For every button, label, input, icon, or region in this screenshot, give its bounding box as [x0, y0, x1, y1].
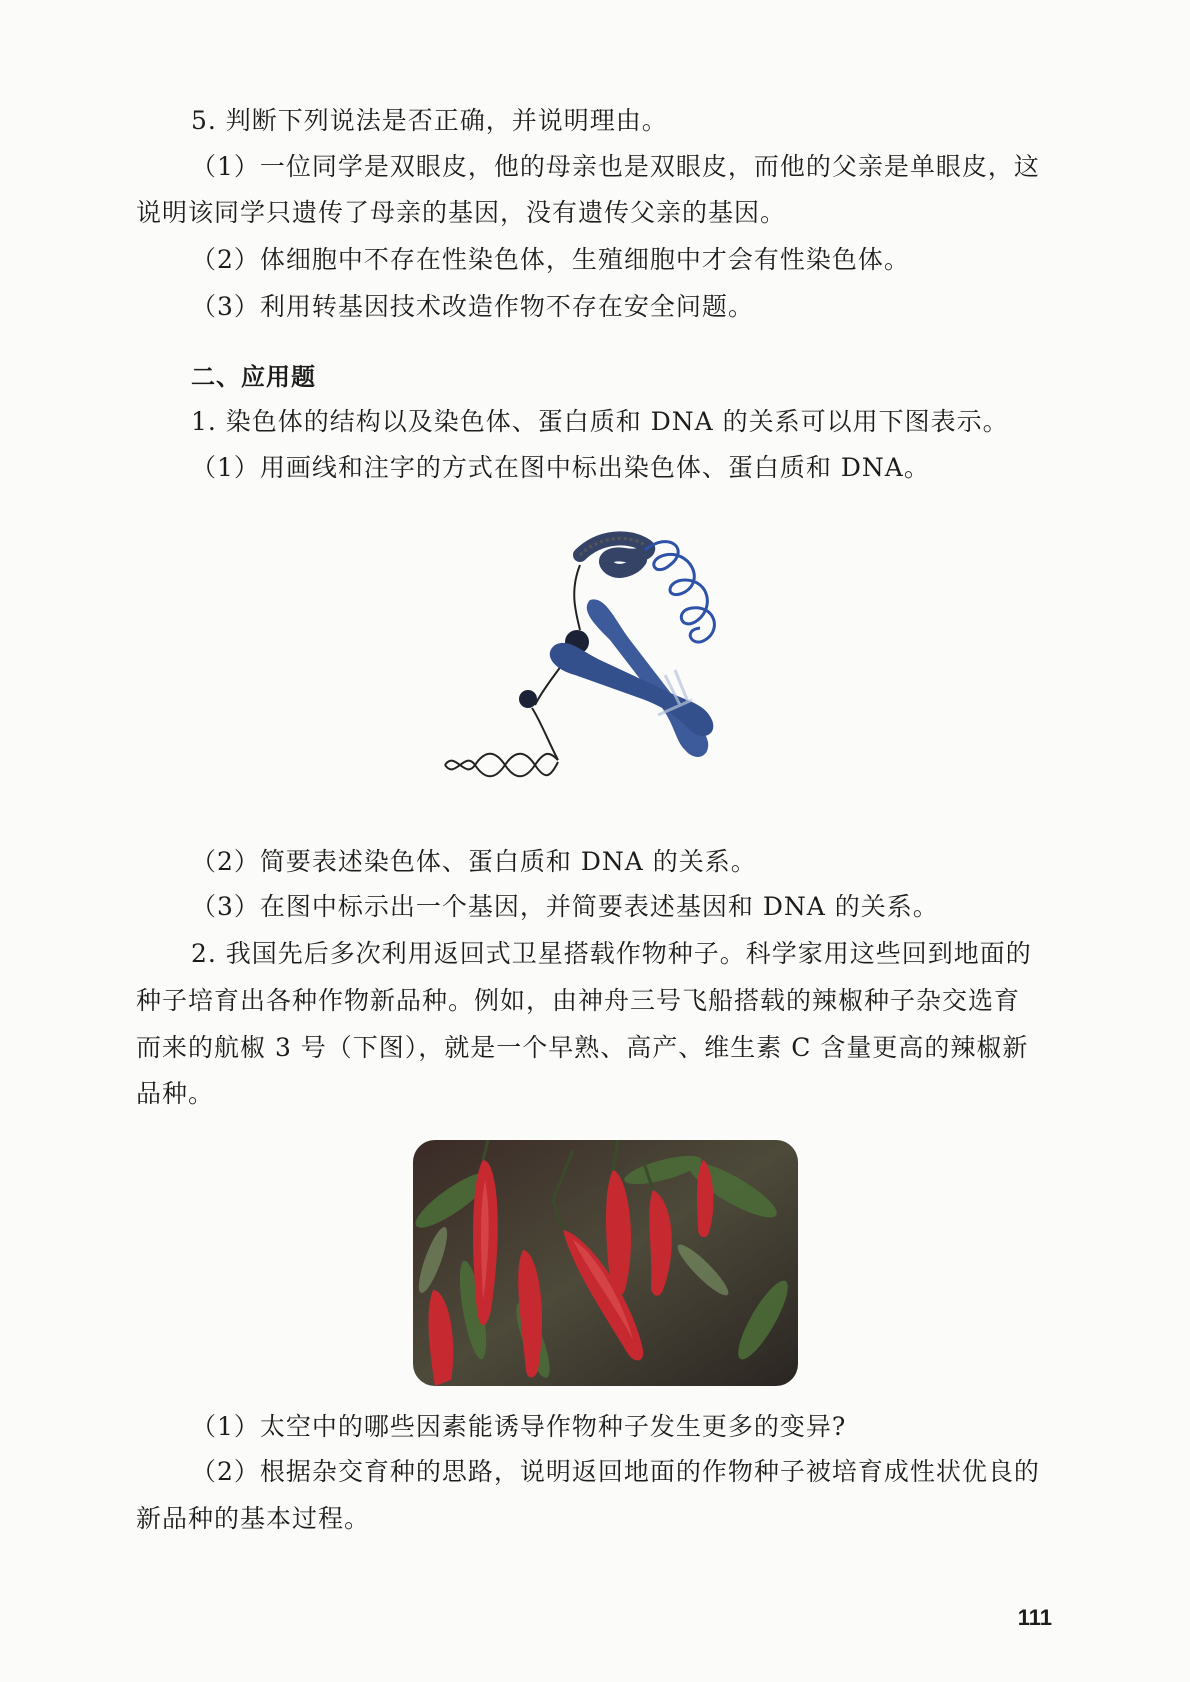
- chromosome-figure: [430, 530, 770, 810]
- app2-line3: 而来的航椒 3 号（下图），就是一个早熟、高产、维生素 C 含量更高的辣椒新: [136, 1033, 1029, 1062]
- app2-line4: 品种。: [136, 1079, 215, 1108]
- q5-item1-line2: 说明该同学只遗传了母亲的基因，没有遗传父亲的基因。: [136, 198, 787, 227]
- q5-item2: （2）体细胞中不存在性染色体，生殖细胞中才会有性染色体。: [191, 245, 910, 274]
- app2-sub2-line2: 新品种的基本过程。: [136, 1504, 371, 1533]
- app1-sub3: （3）在图中标示出一个基因，并简要表述基因和 DNA 的关系。: [191, 892, 939, 921]
- q5-title: 5. 判断下列说法是否正确，并说明理由。: [191, 106, 668, 135]
- page-number: 111: [1017, 1605, 1052, 1630]
- app1-title: 1. 染色体的结构以及染色体、蛋白质和 DNA 的关系可以用下图表示。: [191, 407, 1009, 436]
- app2-sub1: （1）太空中的哪些因素能诱导作物种子发生更多的变异?: [191, 1412, 847, 1441]
- section-heading: 二、应用题: [191, 363, 316, 391]
- pepper-photo: [413, 1140, 798, 1386]
- q5-item3: （3）利用转基因技术改造作物不存在安全问题。: [191, 292, 754, 321]
- app2-line2: 种子培育出各种作物新品种。例如，由神舟三号飞船搭载的辣椒种子杂交选育: [136, 986, 1021, 1015]
- app2-line1: 2. 我国先后多次利用返回式卫星搭载作物种子。科学家用这些回到地面的: [191, 939, 1032, 968]
- app1-sub2: （2）简要表述染色体、蛋白质和 DNA 的关系。: [191, 847, 757, 876]
- supercoil: [645, 542, 714, 642]
- app1-sub1: （1）用画线和注字的方式在图中标出染色体、蛋白质和 DNA。: [191, 453, 930, 482]
- app2-sub2-line1: （2）根据杂交育种的思路，说明返回地面的作物种子被培育成性状优良的: [191, 1457, 1040, 1486]
- dna-helix: [445, 754, 558, 777]
- q5-item1-line1: （1）一位同学是双眼皮，他的母亲也是双眼皮，而他的父亲是单眼皮，这: [191, 152, 1040, 181]
